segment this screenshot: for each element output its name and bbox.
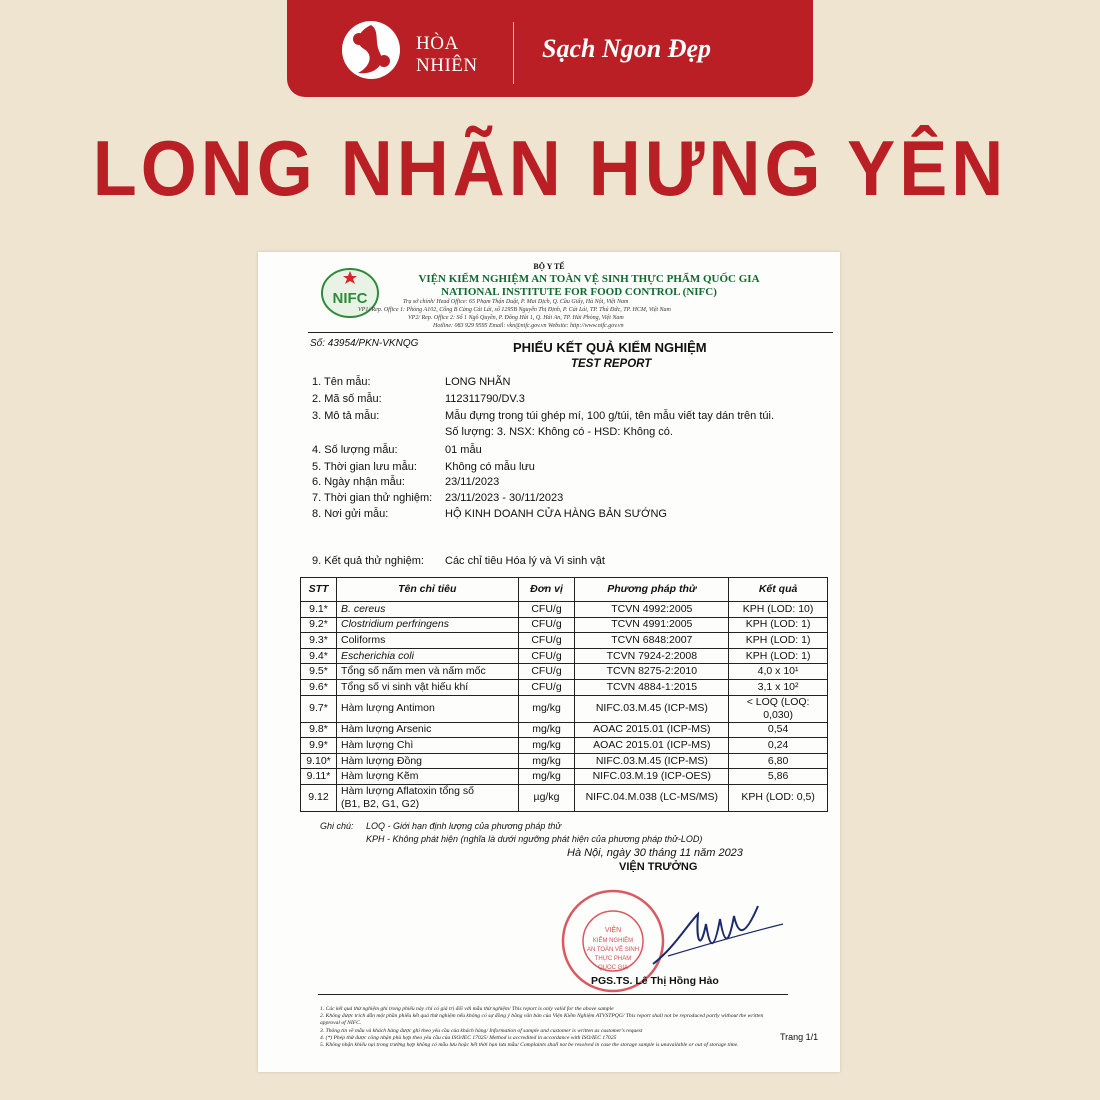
- cell-method: TCVN 6848:2007: [575, 633, 729, 649]
- note-kph: KPH - Không phát hiện (nghĩa là dưới ngưỡng phát hiện của phương pháp thử-LOD): [366, 834, 703, 844]
- result-value: Các chỉ tiêu Hóa lý và Vi sinh vật: [445, 555, 605, 567]
- cell-unit: mg/kg: [518, 722, 575, 738]
- info-label: 6. Ngày nhận mẫu:: [312, 476, 405, 488]
- cell-result: < LOQ (LOQ: 0,030): [729, 695, 828, 722]
- nifc-logo-text: NIFC: [332, 290, 368, 307]
- cell-stt: 9.11*: [301, 769, 337, 785]
- cell-name: Hàm lượng Chì: [336, 738, 518, 754]
- cell-method: NIFC.03.M.45 (ICP-MS): [575, 753, 729, 769]
- cell-name: Hàm lượng Đồng: [336, 753, 518, 769]
- cell-result: KPH (LOD: 1): [729, 633, 828, 649]
- cell-unit: CFU/g: [518, 664, 575, 680]
- note-label: Ghi chú:: [320, 821, 354, 831]
- footnote-item: 3. Thông tin về mẫu và khách hàng được ghi theo yêu cầu của khách hàng/ Information of sample and customer is written as customer's request: [320, 1027, 643, 1034]
- footer-rule: [318, 994, 788, 995]
- info-value: 23/11/2023 - 30/11/2023: [445, 492, 564, 504]
- report-date: Hà Nội, ngày 30 tháng 11 năm 2023: [567, 847, 743, 859]
- ministry-name: BỘ Y TẾ: [533, 262, 565, 271]
- table-row: [301, 769, 828, 785]
- info-label: 3. Mô tả mẫu:: [312, 410, 380, 422]
- cell-name: [336, 784, 518, 811]
- office2-address: VP2/ Rep. Office 2: Số 1 Ngô Quyền, P. Đông Hải 1, Q. Hải An, TP. Hải Phòng, Việt Nam: [408, 315, 624, 321]
- cell-stt: 9.4*: [301, 648, 337, 664]
- cell-stt: 9.3*: [301, 633, 337, 649]
- svg-text:QUỐC GIA: QUỐC GIA: [597, 965, 629, 971]
- info-value: 112311790/DV.3: [445, 393, 525, 405]
- note-loq: LOQ - Giới hạn định lượng của phương pháp thử: [366, 821, 562, 831]
- cell-stt: 9.9*: [301, 738, 337, 754]
- cell-method: NIFC.03.M.19 (ICP-OES): [575, 769, 729, 785]
- cell-unit: CFU/g: [518, 602, 575, 618]
- cell-stt: 9.6*: [301, 679, 337, 695]
- info-label: 5. Thời gian lưu mẫu:: [312, 461, 417, 473]
- header-stt: STT: [301, 578, 337, 602]
- cell-unit: CFU/g: [518, 679, 575, 695]
- cell-name: Hàm lượng Arsenic: [336, 722, 518, 738]
- cell-name: B. cereus: [336, 602, 518, 618]
- info-value: Mẫu đựng trong túi ghép mí, 100 g/túi, tên mẫu viết tay dán trên túi.: [445, 410, 775, 422]
- banner-divider: [513, 22, 514, 84]
- cell-result: 5,86: [729, 769, 828, 785]
- table-row: [301, 679, 828, 695]
- info-label: 8. Nơi gửi mẫu:: [312, 508, 389, 520]
- header-rule: [308, 332, 833, 333]
- cell-method: TCVN 4991:2005: [575, 617, 729, 633]
- svg-text:KIỂM NGHIỆM: KIỂM NGHIỆM: [592, 938, 634, 944]
- cell-name-line1: Hàm lượng Aflatoxin tổng số: [340, 784, 474, 797]
- footnotes: [320, 1006, 770, 1049]
- info-label: 2. Mã số mẫu:: [312, 393, 382, 405]
- info-value: HỘ KINH DOANH CỬA HÀNG BẢN SƯỚNG: [445, 508, 667, 520]
- table-row: [301, 602, 828, 618]
- cell-method: TCVN 4884-1:2015: [575, 679, 729, 695]
- cell-stt: 9.8*: [301, 722, 337, 738]
- cell-method: TCVN 7924-2:2008: [575, 648, 729, 664]
- table-row: [301, 695, 828, 722]
- office1-address: VP1/ Rep. Office 1: Phòng A102, Cổng B Cảng Cát Lái, số 1295B Nguyễn Thị Định, P. Cát Lái, TP. Thủ Đức, TP. HCM, Việt Nam: [358, 307, 671, 313]
- table-row: [301, 722, 828, 738]
- cell-result: KPH (LOD: 0,5): [729, 784, 828, 811]
- cell-unit: CFU/g: [518, 633, 575, 649]
- report-title-en: TEST REPORT: [571, 358, 652, 370]
- report-title-vi: PHIẾU KẾT QUẢ KIỂM NGHIỆM: [513, 340, 707, 355]
- cell-name: Coliforms: [336, 633, 518, 649]
- header-unit: Đơn vị: [518, 578, 575, 602]
- cell-name: Tổng số nấm men và nấm mốc: [336, 664, 518, 680]
- cell-stt: 9.7*: [301, 695, 337, 722]
- cell-unit: mg/kg: [518, 695, 575, 722]
- head-office-address: Trụ sở chính/ Head Office: 65 Phạm Thận Duật, P. Mai Dịch, Q. Cầu Giấy, Hà Nội, Việt Nam: [403, 299, 629, 305]
- cell-unit: mg/kg: [518, 753, 575, 769]
- info-value: 01 mẫu: [445, 444, 482, 456]
- cell-method: AOAC 2015.01 (ICP-MS): [575, 738, 729, 754]
- table-header-row: [301, 578, 828, 602]
- signer-name: PGS.TS. Lê Thị Hồng Hảo: [591, 975, 719, 987]
- signer-title: VIỆN TRƯỞNG: [619, 861, 698, 873]
- svg-text:THỰC PHẨM: THỰC PHẨM: [594, 956, 632, 962]
- institute-name-vi: VIỆN KIỂM NGHIỆM AN TOÀN VỆ SINH THỰC PHẨM QUỐC GIA: [418, 273, 760, 285]
- cell-name: Tổng số vi sinh vật hiếu khí: [336, 679, 518, 695]
- page-headline: LONG NHÃN HƯNG YÊN: [92, 125, 1008, 213]
- header-result: Kết quả: [729, 578, 828, 602]
- results-table: [300, 577, 828, 812]
- cell-result: KPH (LOD: 1): [729, 648, 828, 664]
- cell-stt: 9.10*: [301, 753, 337, 769]
- footnote-item: 5. Không nhận khiếu nại trong trường hợp không có mẫu lưu hoặc hết thời hạn lưu mẫu/ Complaints shall not be resolved in case the storage sample is unavailable or out of storage time.: [320, 1042, 739, 1049]
- info-label: 4. Số lượng mẫu:: [312, 444, 398, 456]
- brand-line-1: HÒA: [416, 33, 459, 54]
- cell-unit: CFU/g: [518, 648, 575, 664]
- footnote-item: 1. Các kết quả thử nghiệm ghi trong phiếu này chỉ có giá trị đối với mẫu thử nghiệm/ This report is only valid for the above sample: [320, 1006, 614, 1012]
- hoa-nhien-logo-icon: [340, 19, 402, 81]
- cell-unit: CFU/g: [518, 617, 575, 633]
- table-row: [301, 648, 828, 664]
- cell-name: Escherichia coli: [336, 648, 518, 664]
- table-row: [301, 664, 828, 680]
- cell-result: 3,1 x 10²: [729, 679, 828, 695]
- cell-stt: 9.12: [301, 784, 337, 811]
- cell-method: NIFC.03.M.45 (ICP-MS): [575, 695, 729, 722]
- brand-slogan: Sạch Ngon Đẹp: [542, 34, 712, 63]
- stamp-text: VIỆN: [604, 927, 622, 934]
- cell-result: KPH (LOD: 10): [729, 602, 828, 618]
- table-row: [301, 784, 828, 811]
- report-number: Số: 43954/PKN-VKNQG: [310, 338, 419, 349]
- institute-name-en: NATIONAL INSTITUTE FOR FOOD CONTROL (NIFC): [441, 286, 717, 298]
- table-row: [301, 633, 828, 649]
- cell-name: Hàm lượng Kẽm: [336, 769, 518, 785]
- cell-result: 4,0 x 10¹: [729, 664, 828, 680]
- cell-stt: 9.5*: [301, 664, 337, 680]
- info-label: 1. Tên mẫu:: [312, 376, 371, 388]
- header-method: Phương pháp thử: [575, 578, 729, 602]
- cell-stt: 9.2*: [301, 617, 337, 633]
- cell-stt: 9.1*: [301, 602, 337, 618]
- cell-method: NIFC.04.M.038 (LC-MS/MS): [575, 784, 729, 811]
- svg-text:AN TOÀN VỆ SINH: AN TOÀN VỆ SINH: [586, 947, 640, 953]
- cell-result: 0,24: [729, 738, 828, 754]
- table-row: [301, 753, 828, 769]
- info-value: 23/11/2023: [445, 476, 500, 488]
- cell-result: KPH (LOD: 1): [729, 617, 828, 633]
- signature-icon: [648, 894, 788, 984]
- contact-line: Hotline: 083 929 9595 Email: vkn@nifc.gov.vn Website: http://www.nifc.gov.vn: [433, 323, 624, 329]
- cell-result: 0,54: [729, 722, 828, 738]
- cell-name-line2: (B1, B2, G1, G2): [340, 797, 420, 810]
- cell-method: TCVN 8275-2:2010: [575, 664, 729, 680]
- info-value: LONG NHÃN: [445, 376, 511, 388]
- test-report-document: [258, 252, 840, 1072]
- cell-method: TCVN 4992:2005: [575, 602, 729, 618]
- result-label: 9. Kết quả thử nghiệm:: [312, 555, 424, 567]
- page-number: Trang 1/1: [780, 1032, 819, 1042]
- info-value: Không có mẫu lưu: [445, 461, 535, 473]
- header-name: Tên chỉ tiêu: [336, 578, 518, 602]
- cell-unit: mg/kg: [518, 738, 575, 754]
- footnote-item: 4. (*) Phép thử được công nhận phù hợp theo yêu cầu của ISO/IEC 17025/ Method is accredited in accordance with ISO/IEC 17025: [320, 1034, 617, 1041]
- cell-method: AOAC 2015.01 (ICP-MS): [575, 722, 729, 738]
- brand-line-2: NHIÊN: [416, 55, 478, 76]
- info-value-line2: Số lượng: 3. NSX: Không có - HSD: Không có.: [445, 426, 673, 438]
- brand-name: [416, 33, 478, 77]
- cell-unit: µg/kg: [518, 784, 575, 811]
- cell-result: 6,80: [729, 753, 828, 769]
- cell-unit: mg/kg: [518, 769, 575, 785]
- table-row: [301, 617, 828, 633]
- table-row: [301, 738, 828, 754]
- footnote-item: 2. Không được trích dẫn một phần phiếu kết quả thử nghiệm nếu không có sự đồng ý bằng văn bản của Viện Kiểm Nghiệm ATVSTPQG/ This report shall not be reproduced partly without the written approval of NIFC.: [320, 1013, 764, 1027]
- info-label: 7. Thời gian thử nghiệm:: [312, 492, 433, 504]
- cell-name: Hàm lượng Antimon: [336, 695, 518, 722]
- cell-name: Clostridium perfringens: [336, 617, 518, 633]
